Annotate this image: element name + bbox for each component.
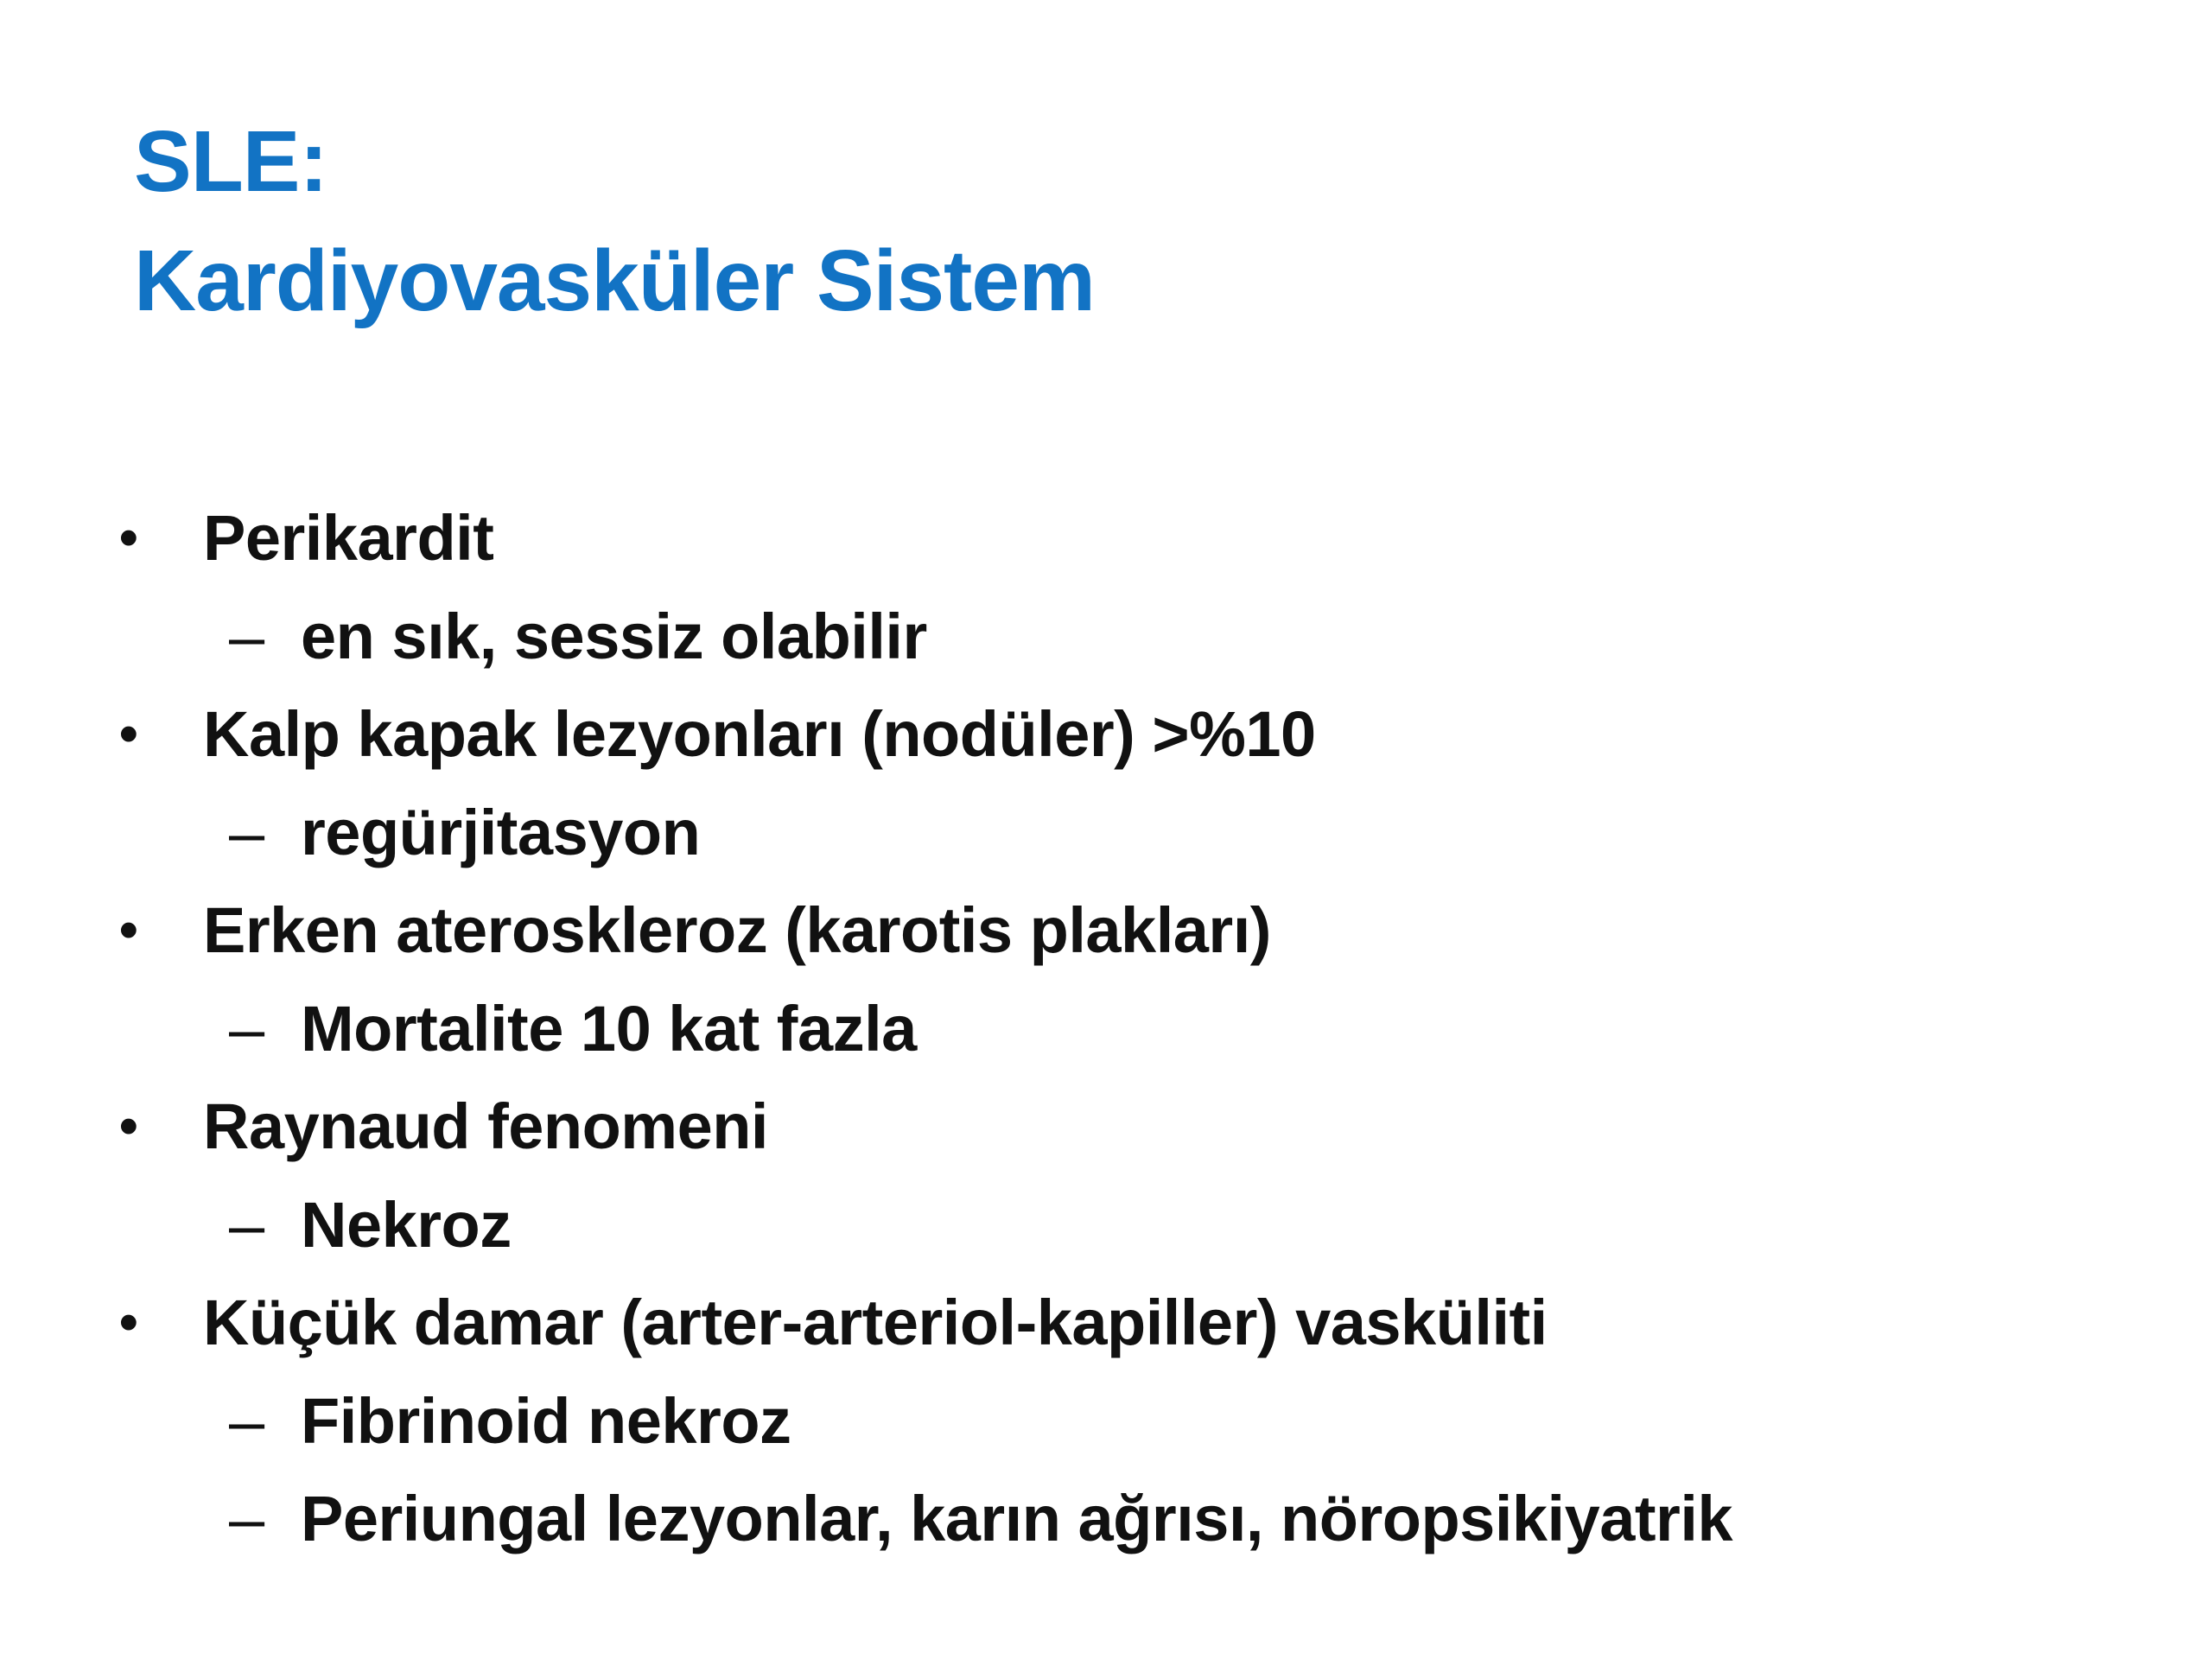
bullet-icon: • [119,508,138,568]
bullet-icon: • [119,704,138,764]
bullet-text: Perikardit [203,502,494,574]
sub-bullet-text: Fibrinoid nekroz [301,1384,791,1457]
slide-title [134,102,1095,340]
sub-bullet-item [0,1372,2212,1471]
sub-bullet-text: Periungal lezyonlar, karın ağrısı, nöropsikiyatrik [301,1483,1733,1554]
sub-bullet-item [0,1176,2212,1274]
sub-bullet-item [0,1470,2212,1568]
sub-bullet-text: Mortalite 10 kat fazla [301,992,917,1065]
sub-bullet-text: Nekroz [301,1188,512,1261]
bullet-item [0,1274,2212,1372]
bullet-text: Kalp kapak lezyonları (nodüler) >%10 [203,698,1316,770]
title-line-2: Kardiyovasküler Sistem [134,232,1095,329]
dash-icon: – [229,992,264,1065]
dash-icon: – [229,796,264,868]
bullet-icon: • [119,1096,138,1156]
bullet-item [0,1077,2212,1176]
sub-bullet-text: en sık, sessiz olabilir [301,600,927,672]
sub-bullet-item [0,588,2212,686]
bullet-text: Raynaud fenomeni [203,1090,768,1162]
bullet-icon: • [119,1293,138,1352]
bullet-item [0,685,2212,784]
sub-bullet-item [0,980,2212,1078]
bullet-item [0,881,2212,980]
bullet-text: Küçük damar (arter-arteriol-kapiller) vasküliti [203,1287,1548,1358]
dash-icon: – [229,1188,264,1261]
dash-icon: – [229,1483,264,1554]
dash-icon: – [229,1384,264,1457]
bullet-item [0,489,2212,588]
bullet-list [0,489,2212,1568]
bullet-text: Erken ateroskleroz (karotis plakları) [203,894,1271,966]
dash-icon: – [229,600,264,672]
title-line-1: SLE: [134,113,327,210]
sub-bullet-item [0,784,2212,882]
bullet-icon: • [119,900,138,960]
sub-bullet-text: regürjitasyon [301,796,701,868]
